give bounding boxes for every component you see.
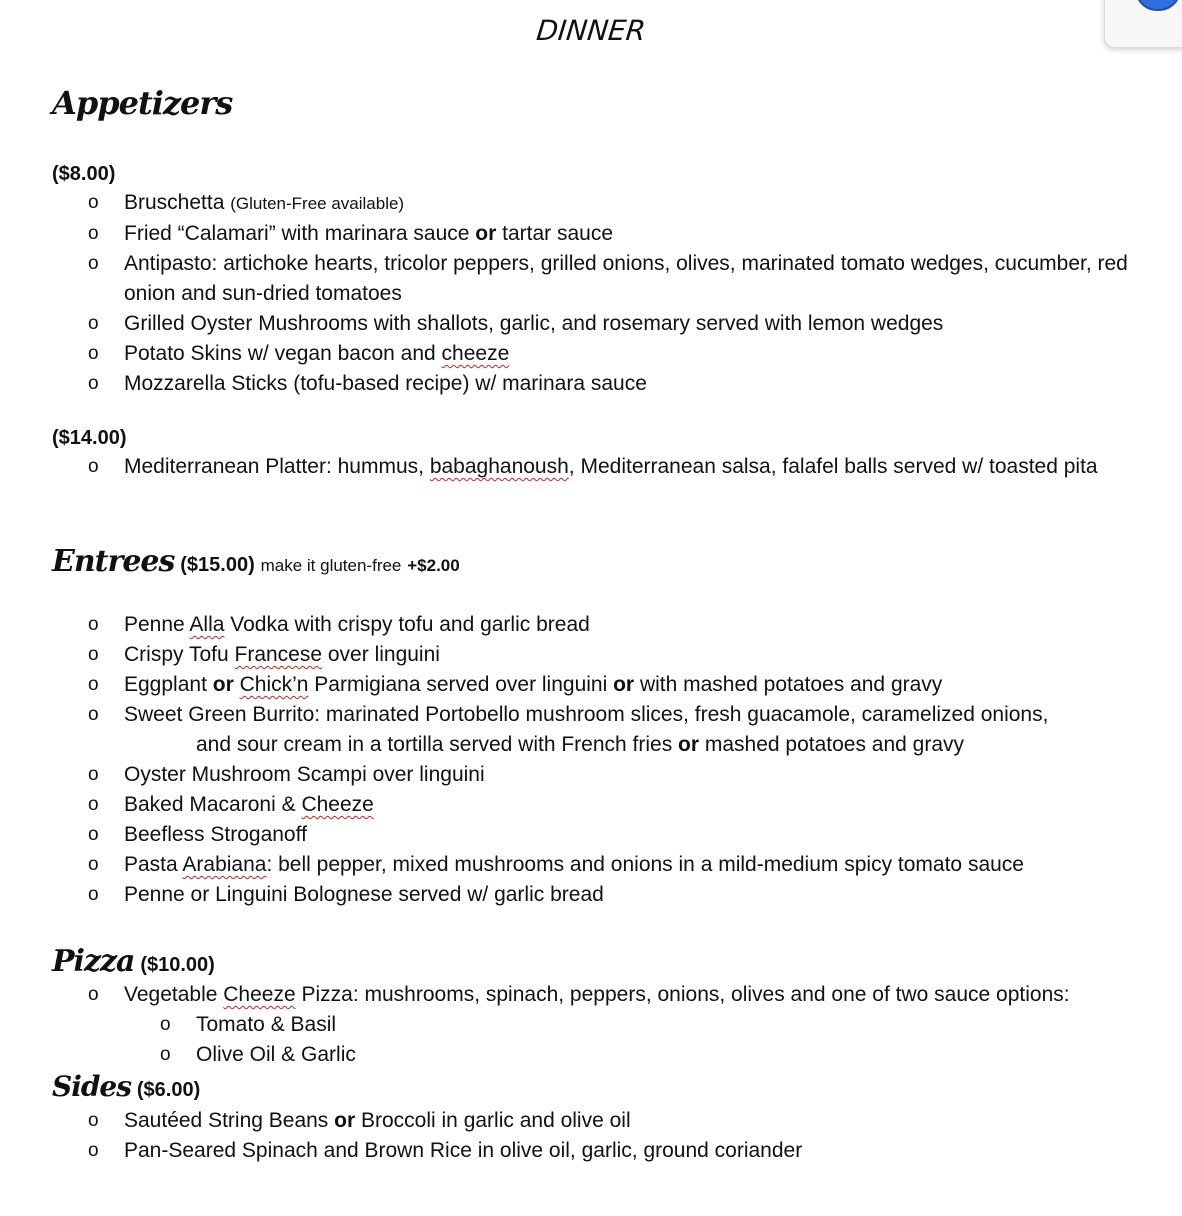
price-label: ($14.00) <box>52 427 127 449</box>
list-item: o Crispy Tofu Francese over linguini <box>52 640 1164 670</box>
list-item: o Bruschetta (Gluten-Free available) <box>52 188 1164 219</box>
list-item: o Sweet Green Burrito: marinated Portobello mushroom slices, fresh guacamole, caramelized onions, and sour cream in a tortilla served with French fries or mashed potatoes and gravy <box>52 700 1164 760</box>
price-label: ($8.00) <box>52 163 116 185</box>
appetizers-group-8 <box>52 160 1164 399</box>
sides-list <box>52 1106 1164 1166</box>
list-item: o Penne or Linguini Bolognese served w/ garlic bread <box>52 880 1164 910</box>
list-item: o Olive Oil & Garlic <box>52 1040 1182 1070</box>
list-item: o Pan-Seared Spinach and Brown Rice in olive oil, garlic, ground coriander <box>52 1136 1164 1166</box>
appetizers-group-14 <box>52 424 1164 482</box>
list-item: o Oyster Mushroom Scampi over linguini <box>52 760 1164 790</box>
sides-heading: Sides ($6.00) <box>52 1070 201 1103</box>
list-item: o Beefless Stroganoff <box>52 820 1164 850</box>
list-item: o Mediterranean Platter: hummus, babaghanoush, Mediterranean salsa, falafel balls served w/ toasted pita <box>52 452 1164 482</box>
pizza-list <box>52 980 1182 1070</box>
list-item: o Antipasto: artichoke hearts, tricolor peppers, grilled onions, olives, marinated tomato wedges, cucumber, red onion and sun-dried tomatoes <box>52 249 1164 309</box>
list-item: o Baked Macaroni & Cheeze <box>52 790 1164 820</box>
list-item: o Pasta Arabiana: bell pepper, mixed mushrooms and onions in a mild-medium spicy tomato sauce <box>52 850 1164 880</box>
document-title: DINNER <box>534 14 648 47</box>
entrees-heading: Entrees ($15.00) make it gluten-free +$2.00 <box>52 544 460 579</box>
appetizers-heading: Appetizers <box>52 84 233 122</box>
list-item: o Sautéed String Beans or Broccoli in garlic and olive oil <box>52 1106 1164 1136</box>
pizza-heading: Pizza ($10.00) <box>52 944 215 979</box>
list-item: o Fried “Calamari” with marinara sauce or tartar sauce <box>52 219 1164 249</box>
entrees-list <box>52 610 1164 910</box>
list-item: o Tomato & Basil <box>52 1010 1182 1040</box>
list-item: o Grilled Oyster Mushrooms with shallots, garlic, and rosemary served with lemon wedges <box>52 309 1164 339</box>
list-item: o Mozzarella Sticks (tofu-based recipe) w/ marinara sauce <box>52 369 1164 399</box>
list-item: o Vegetable Cheeze Pizza: mushrooms, spinach, peppers, onions, olives and one of two sauce options: <box>52 980 1164 1010</box>
list-item: o Eggplant or Chick’n Parmigiana served over linguini or with mashed potatoes and gravy <box>52 670 1164 700</box>
list-item: o Penne Alla Vodka with crispy tofu and garlic bread <box>52 610 1164 640</box>
blue-dot-icon[interactable] <box>1135 0 1181 11</box>
list-item: o Potato Skins w/ vegan bacon and cheeze <box>52 339 1164 369</box>
